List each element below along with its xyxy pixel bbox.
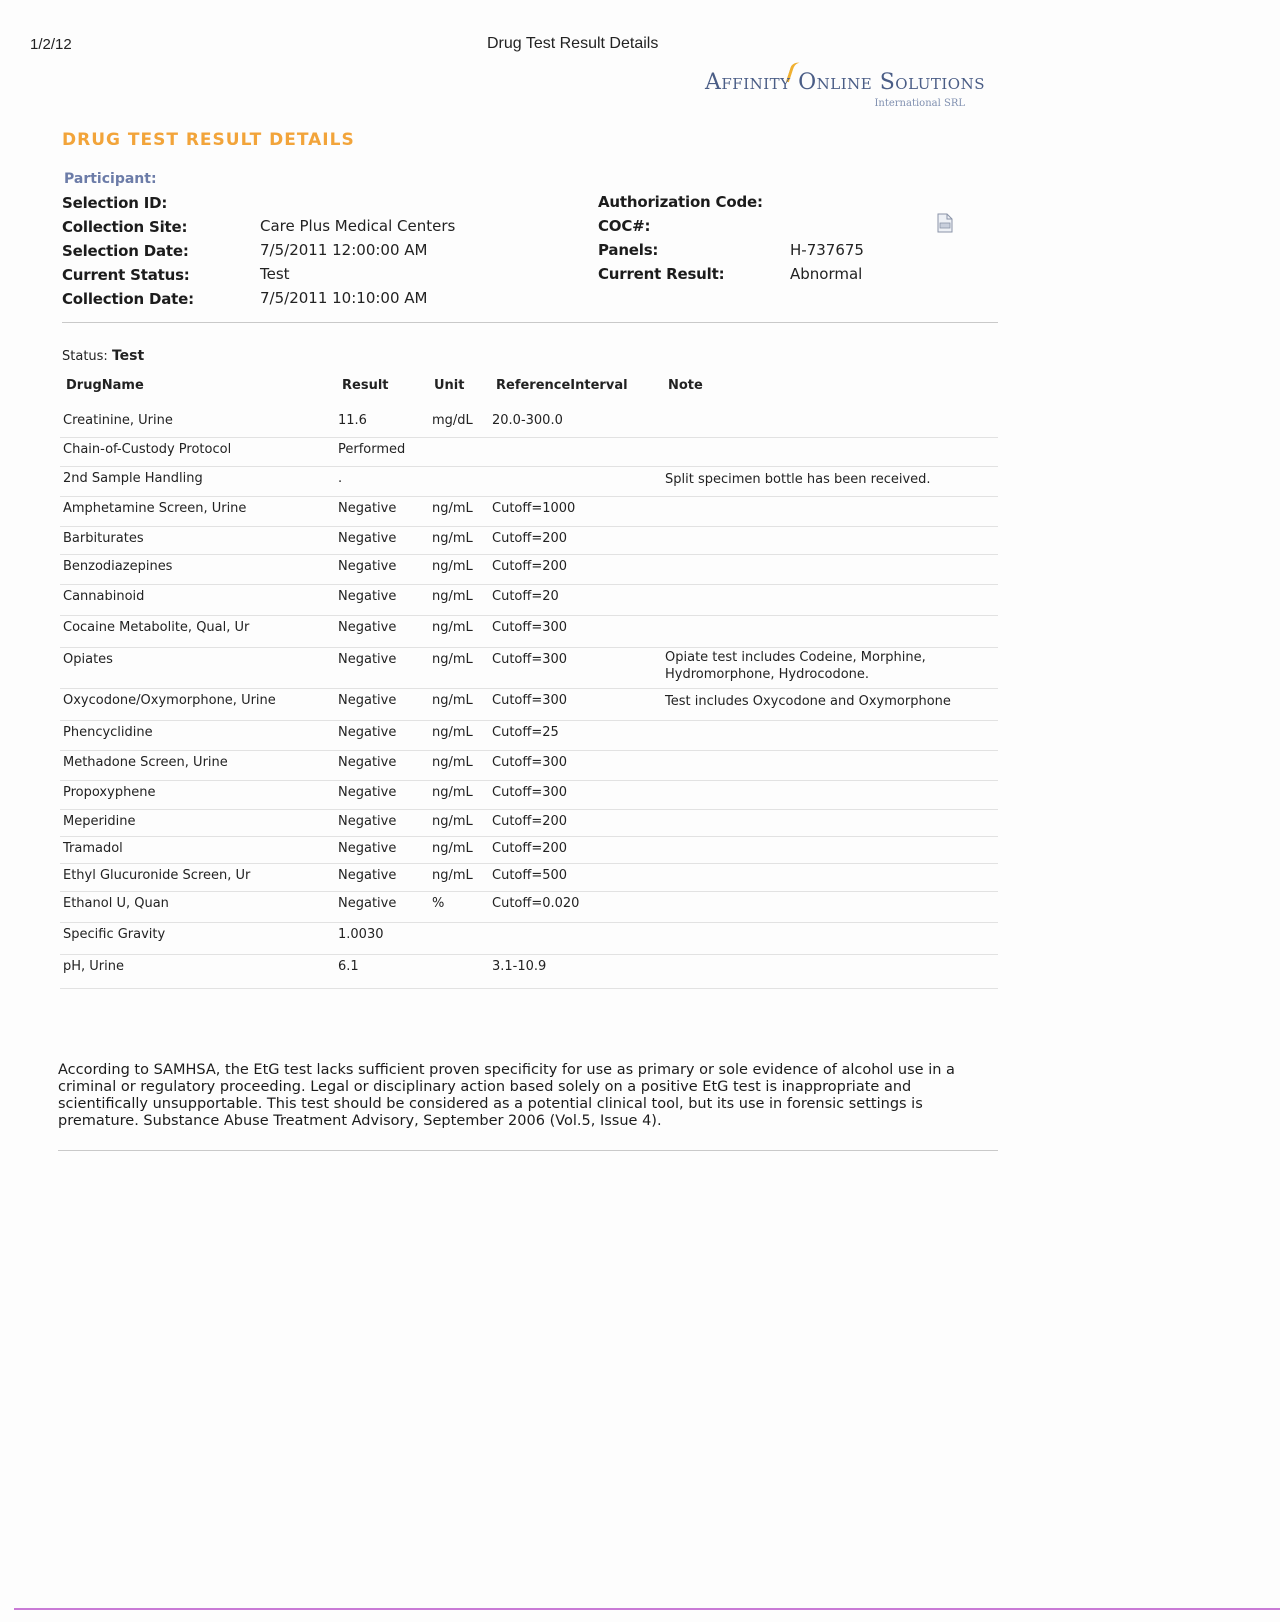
- table-row: [60, 922, 998, 955]
- drug-name-cell: Cocaine Metabolite, Qual, Ur: [63, 620, 250, 635]
- reference-cell: Cutoff=300: [492, 785, 568, 800]
- reference-cell: Cutoff=200: [492, 531, 568, 546]
- logo-brand: Affinity Online Solutions: [705, 70, 985, 95]
- result-cell: Negative: [338, 868, 397, 883]
- col-header-note: Note: [668, 378, 703, 393]
- table-row: [60, 466, 998, 497]
- drug-name-cell: Cannabinoid: [63, 589, 145, 604]
- result-cell: .: [338, 471, 343, 486]
- unit-cell: ng/mL: [432, 785, 473, 800]
- table-row: [60, 584, 998, 616]
- drug-name-cell: Amphetamine Screen, Urine: [63, 501, 247, 516]
- col-header-result: Result: [342, 378, 389, 393]
- status-label: Status:: [62, 349, 108, 364]
- selection-date-value: 7/5/2011 12:00:00 AM: [260, 241, 428, 259]
- drug-name-cell: 2nd Sample Handling: [63, 471, 203, 486]
- result-cell: 11.6: [338, 413, 367, 428]
- result-cell: Negative: [338, 693, 397, 708]
- note-cell: Test includes Oxycodone and Oxymorphone: [665, 694, 951, 709]
- reference-cell: Cutoff=1000: [492, 501, 576, 516]
- unit-cell: ng/mL: [432, 559, 473, 574]
- reference-cell: Cutoff=500: [492, 868, 568, 883]
- disclaimer-text: According to SAMHSA, the EtG test lacks sufficient proven specificity for use as primary or sole evidence of alcohol use in a criminal or regulatory proceeding. Legal or disciplinary action based solely on a positive EtG test is inappropriate and scientifically unsupportable. This test should be considered as a potential clinical tool, but its use in forensic settings is premature. Substance Abuse Treatment Advisory, September 2006 (Vol.5, Issue 4).: [58, 1062, 955, 1129]
- unit-cell: ng/mL: [432, 501, 473, 516]
- unit-cell: ng/mL: [432, 589, 473, 604]
- result-cell: Negative: [338, 559, 397, 574]
- logo-subtitle: International SRL: [874, 98, 965, 109]
- reference-cell: Cutoff=0.020: [492, 896, 580, 911]
- table-row: [60, 836, 998, 864]
- unit-cell: ng/mL: [432, 725, 473, 740]
- table-row: [60, 954, 998, 989]
- status-line: [62, 348, 144, 364]
- page-edge-line: [14, 1608, 1280, 1610]
- table-row: [60, 615, 998, 648]
- result-cell: Negative: [338, 755, 397, 770]
- collection-site-label: Collection Site:: [62, 218, 188, 236]
- drug-name-cell: Tramadol: [63, 841, 123, 856]
- table-row: [60, 408, 998, 438]
- col-header-unit: Unit: [434, 378, 465, 393]
- unit-cell: ng/mL: [432, 693, 473, 708]
- result-cell: Negative: [338, 785, 397, 800]
- print-title: Drug Test Result Details: [487, 35, 659, 52]
- unit-cell: ng/mL: [432, 620, 473, 635]
- result-cell: Negative: [338, 814, 397, 829]
- reference-cell: 3.1-10.9: [492, 959, 547, 974]
- drug-name-cell: Chain-of-Custody Protocol: [63, 442, 232, 457]
- unit-cell: ng/mL: [432, 531, 473, 546]
- result-cell: Negative: [338, 589, 397, 604]
- result-cell: 6.1: [338, 959, 359, 974]
- table-row: [60, 688, 998, 721]
- reference-cell: 20.0-300.0: [492, 413, 563, 428]
- drug-name-cell: pH, Urine: [63, 959, 125, 974]
- unit-cell: ng/mL: [432, 814, 473, 829]
- result-cell: Negative: [338, 531, 397, 546]
- current-result-label: Current Result:: [598, 265, 725, 283]
- reference-cell: Cutoff=300: [492, 693, 568, 708]
- section-divider: [62, 322, 998, 323]
- drug-name-cell: Methadone Screen, Urine: [63, 755, 228, 770]
- participant-label: Participant:: [64, 171, 157, 187]
- unit-cell: mg/dL: [432, 413, 473, 428]
- reference-cell: Cutoff=200: [492, 814, 568, 829]
- print-document-icon[interactable]: [937, 213, 953, 233]
- current-status-value: Test: [260, 265, 290, 283]
- result-cell: 1.0030: [338, 927, 384, 942]
- result-cell: Negative: [338, 725, 397, 740]
- result-cell: Performed: [338, 442, 406, 457]
- authorization-code-label: Authorization Code:: [598, 193, 763, 211]
- result-cell: Negative: [338, 841, 397, 856]
- reference-cell: Cutoff=25: [492, 725, 559, 740]
- unit-cell: %: [432, 896, 445, 911]
- reference-cell: Cutoff=300: [492, 652, 568, 667]
- reference-cell: Cutoff=20: [492, 589, 559, 604]
- selection-id-label: Selection ID:: [62, 194, 168, 212]
- selection-date-label: Selection Date:: [62, 242, 189, 260]
- table-row: [60, 647, 998, 689]
- table-row: [60, 526, 998, 555]
- table-row: [60, 891, 998, 923]
- status-value: Test: [111, 348, 145, 364]
- unit-cell: ng/mL: [432, 652, 473, 667]
- drug-name-cell: Ethyl Glucuronide Screen, Ur: [63, 868, 251, 883]
- reference-cell: Cutoff=300: [492, 620, 568, 635]
- note-cell: Split specimen bottle has been received.: [665, 472, 931, 487]
- table-row: [60, 437, 998, 467]
- collection-date-label: Collection Date:: [62, 290, 194, 308]
- reference-cell: Cutoff=200: [492, 559, 568, 574]
- drug-name-cell: Barbiturates: [63, 531, 144, 546]
- panels-value: H-737675: [790, 241, 864, 259]
- collection-site-value: Care Plus Medical Centers: [260, 217, 456, 235]
- coc-label: COC#:: [598, 217, 651, 235]
- reference-cell: Cutoff=200: [492, 841, 568, 856]
- drug-name-cell: Propoxyphene: [63, 785, 156, 800]
- unit-cell: ng/mL: [432, 755, 473, 770]
- current-status-label: Current Status:: [62, 266, 190, 284]
- col-header-reference: ReferenceInterval: [496, 378, 628, 393]
- table-row: [60, 496, 998, 527]
- drug-name-cell: Opiates: [63, 652, 113, 667]
- result-cell: Negative: [338, 620, 397, 635]
- disclaimer-divider: [58, 1150, 998, 1151]
- table-row: [60, 863, 998, 892]
- table-row: [60, 780, 998, 810]
- table-row: [60, 750, 998, 781]
- drug-name-cell: Oxycodone/Oxymorphone, Urine: [63, 693, 276, 708]
- result-cell: Negative: [338, 501, 397, 516]
- reference-cell: Cutoff=300: [492, 755, 568, 770]
- table-row: [60, 809, 998, 837]
- drug-name-cell: Meperidine: [63, 814, 136, 829]
- collection-date-value: 7/5/2011 10:10:00 AM: [260, 289, 428, 307]
- page-title: DRUG TEST RESULT DETAILS: [62, 130, 355, 150]
- print-date: 1/2/12: [30, 36, 72, 53]
- drug-name-cell: Phencyclidine: [63, 725, 153, 740]
- result-cell: Negative: [338, 652, 397, 667]
- drug-name-cell: Ethanol U, Quan: [63, 896, 169, 911]
- drug-name-cell: Benzodiazepines: [63, 559, 173, 574]
- table-row: [60, 554, 998, 585]
- result-cell: Negative: [338, 896, 397, 911]
- panels-label: Panels:: [598, 241, 659, 259]
- unit-cell: ng/mL: [432, 868, 473, 883]
- table-row: [60, 720, 998, 751]
- note-cell: Opiate test includes Codeine, Morphine, Hydromorphone, Hydrocodone.: [665, 650, 926, 682]
- unit-cell: ng/mL: [432, 841, 473, 856]
- current-result-value: Abnormal: [790, 265, 863, 283]
- drug-name-cell: Creatinine, Urine: [63, 413, 173, 428]
- company-logo: [705, 62, 985, 114]
- drug-name-cell: Specific Gravity: [63, 927, 166, 942]
- col-header-drug: DrugName: [66, 378, 144, 393]
